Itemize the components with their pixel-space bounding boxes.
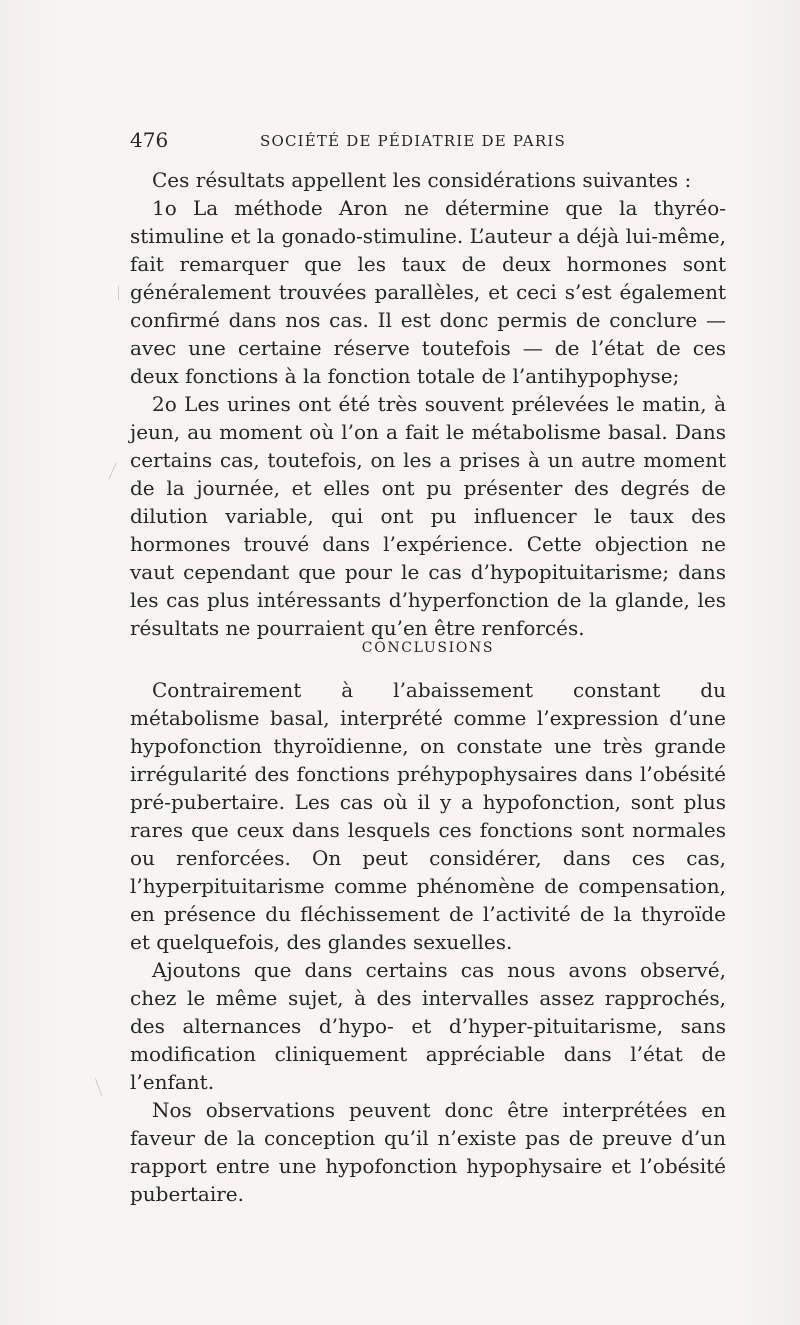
intro-paragraph: Ces résultats appellent les considérations suivantes : xyxy=(152,168,692,192)
conclusion-paragraph: Ajoutons que dans certains cas nous avons observé, chez le même sujet, à des intervalles assez rapprochés, des alternances d’hypo- et d’hyper-pituitarisme, sans modification cliniquement appréciable dans l’état de l’enfant. xyxy=(130,958,726,1094)
scan-mark xyxy=(108,463,116,480)
conclusions-heading: CONCLUSIONS xyxy=(361,640,495,656)
scan-mark xyxy=(118,286,119,300)
scan-mark xyxy=(95,1078,102,1095)
conclusion-paragraph: Contrairement à l’abaissement constant du métabolisme basal, interprété comme l’expression d’une hypofonction thyroïdienne, on constate une très grande irrégularité des fonctions préhypophysaires dans l’obésité pré-pubertaire. Les cas où il y a hypofonction, sont plus rares que ceux dans lesquels ces fonctions sont normales ou renforcées. On peut considérer, dans ces cas, l’hyperpituitarisme comme phénomène de compensation, en présence du fléchissement de l’activité de la thyroïde et quelquefois, des glandes sexuelles. xyxy=(130,678,726,954)
running-title: SOCIÉTÉ DE PÉDIATRIE DE PARIS xyxy=(260,132,566,150)
first-consideration-paragraph: 1o La méthode Aron ne détermine que la thyréo-stimuline et la gonado-stimuline. L’auteur a déjà lui-même, fait remarquer que les taux de deux hormones sont généralement trouvées parallèles, et ceci s’est également confirmé dans nos cas. Il est donc permis de conclure — avec une certaine réserve toutefois — de l’état de ces deux fonctions à la fonction totale de l’antihypophyse; xyxy=(130,196,726,388)
conclusions-text xyxy=(130,676,726,1208)
page-number: 476 xyxy=(130,128,169,152)
second-consideration-paragraph: 2o Les urines ont été très souvent prélevées le matin, à jeun, au moment où l’on a fait le métabolisme basal. Dans certains cas, toutefois, on les a prises à un autre moment de la journée, et elles ont pu présenter des degrés de dilution variable, qui ont pu influencer le taux des hormones trouvé dans l’expérience. Cette objection ne vaut cependant que pour le cas d’hypopituitarisme; dans les cas plus intéressants d’hyperfonction de la glande, les résultats ne pourraient qu’en être renforcés. xyxy=(130,392,726,640)
page-header xyxy=(130,128,726,152)
conclusion-paragraph: Nos observations peuvent donc être interprétées en faveur de la conception qu’il n’existe pas de preuve d’un rapport entre une hypofonction hypophysaire et l’obésité pubertaire. xyxy=(130,1098,726,1206)
main-text xyxy=(130,166,726,642)
